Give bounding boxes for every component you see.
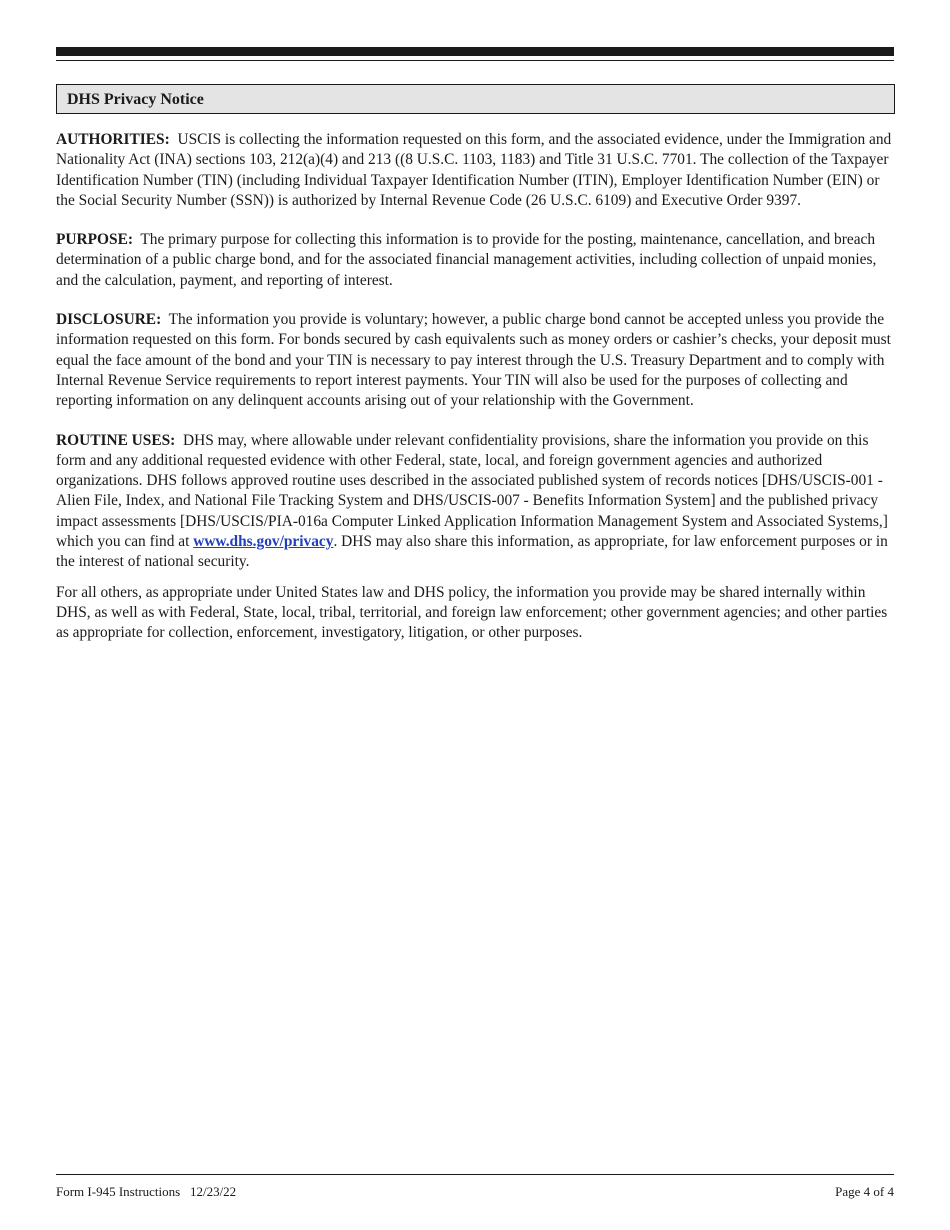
purpose-lead: PURPOSE: [56,231,133,249]
authorities-paragraph [56,130,896,211]
authorities-text: USCIS is collecting the information requested on this form, and the associated evidence, under the Immigration and Nationality Act (INA) sections 103, 212(a)(4) and 213 ((8 U.S.C. 1103, 1183) and Title 31 U.S.C. 7701. The collection of the Taxpayer Identification Number (TIN) (including Individual Taxpayer Identification Number (ITIN), Employer Identification Number (EIN) or the Social Security Number (SSN)) is authorized by Internal Revenue Code (26 U.S.C. 6109) and Executive Order 9397. [56,131,892,209]
disclosure-lead: DISCLOSURE: [56,311,162,329]
purpose-text: The primary purpose for collecting this information is to provide for the posting, maintenance, cancellation, and breach determination of a public charge bond, and for the associated financial management activities, including collection of unpaid monies, and the calculation, payment, and reporting of interest. [56,231,877,289]
disclosure-paragraph [56,310,896,411]
top-thin-rule [56,60,894,61]
footer-form-info: Form I-945 Instructions 12/23/22 [56,1184,237,1199]
section-title: DHS Privacy Notice [67,91,204,108]
dhs-privacy-link[interactable]: www.dhs.gov/privacy [193,533,334,551]
disclosure-text: The information you provide is voluntary; however, a public charge bond cannot be accepted unless you provide the information requested on this form. For bonds secured by cash equivalents such as money orders or cashier’s checks, your deposit must equal the face amount of the bond and your TIN is necessary to pay interest through the U.S. Treasury Department and to comply with Internal Revenue Service requirements to report interest payments. Your TIN will also be used for the purposes of collecting and reporting information on any delinquent accounts arising out of your relationship with the Government. [56,311,891,410]
routine-uses-lead: ROUTINE USES: [56,431,176,449]
privacy-notice-body [56,130,896,663]
footer-page-number: Page 4 of 4 [835,1184,894,1199]
routine-uses-text: DHS may, where allowable under relevant confidentiality provisions, share the information you provide on this form and any additional requested evidence with other Federal, state, local, and foreign government agencies and authorized organizations. DHS follows approved routine uses described in the associated published system of records notices [DHS/USCIS-001 - Alien File, Index, and National File Tracking System and DHS/USCIS-007 - Benefits Information System] and the published privacy impact assessments [DHS/USCIS/PIA-016a Computer Linked Application Information Management System and Associated Systems,] which you can find at [56,431,888,551]
section-header [56,84,895,114]
top-thick-rule [56,47,894,56]
routine-uses-paragraph [56,431,896,573]
routine-uses-text-end: . DHS may also share this information, as appropriate, for law enforcement purposes or in the interest of national security. [56,533,888,571]
purpose-paragraph [56,230,896,291]
footer-rule [56,1174,894,1175]
others-paragraph [56,583,896,644]
authorities-lead: AUTHORITIES: [56,131,170,148]
others-text: For all others, as appropriate under United States law and DHS policy, the information you provide may be shared internally within DHS, as well as with Federal, State, local, tribal, territorial, and foreign law enforcement; other government agencies; and other parties as appropriate for collection, enforcement, investigatory, litigation, or other purposes. [56,583,888,642]
